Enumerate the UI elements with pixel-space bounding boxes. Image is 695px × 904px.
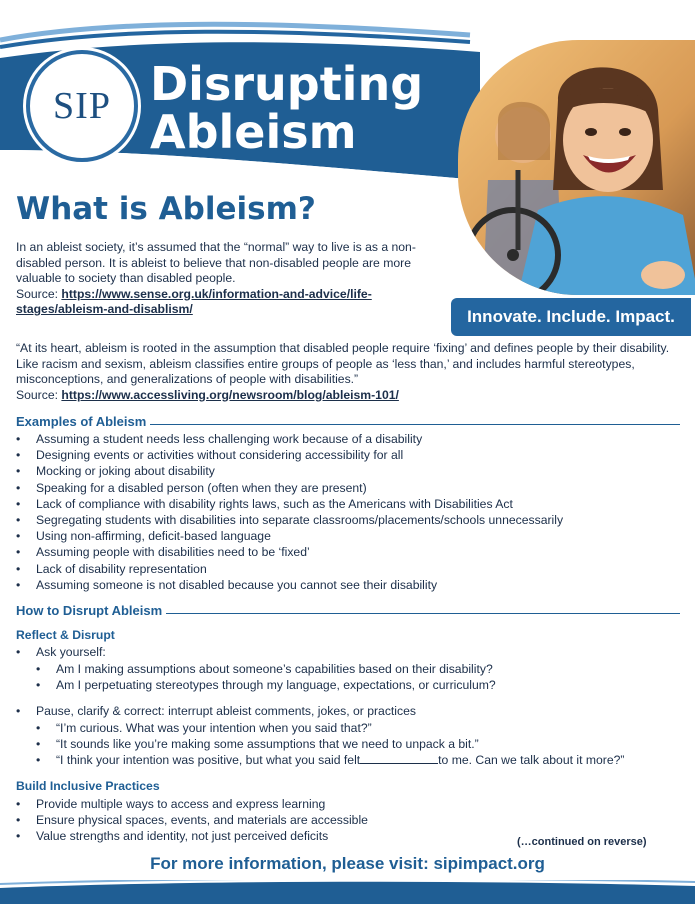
list-item: • Speaking for a disabled person (often when they are present) bbox=[16, 480, 563, 496]
list-item: • Provide multiple ways to access and express learning bbox=[16, 796, 368, 812]
reflect-list bbox=[16, 644, 106, 660]
intro-paragraph bbox=[16, 240, 446, 318]
disrupt-heading: How to Disrupt Ableism bbox=[16, 603, 163, 618]
list-item: • Value strengths and identity, not just perceived deficits bbox=[16, 828, 368, 844]
examples-heading-row bbox=[16, 414, 680, 429]
section-divider bbox=[150, 424, 680, 425]
list-item: • Using non-affirming, deficit-based language bbox=[16, 528, 563, 544]
pause-list bbox=[16, 703, 416, 719]
reflect-heading: Reflect & Disrupt bbox=[16, 628, 115, 642]
page-title bbox=[150, 57, 424, 159]
examples-list bbox=[16, 431, 563, 593]
build-list bbox=[16, 796, 368, 845]
what-is-ableism-heading: What is Ableism? bbox=[16, 191, 316, 227]
quote-text: “At its heart, ableism is rooted in the assumption that disabled people require ‘fixing’ and defines people by their disability. Like racism and sexism, ableism classifies entire groups of people as ‘less than,’ and includes harmful stereotypes, misconceptions, and generalizations of people with disabilities.” bbox=[16, 341, 670, 386]
continued-note: (…continued on reverse) bbox=[517, 836, 647, 848]
title-line-1: Disrupting bbox=[150, 57, 424, 111]
list-item: • Lack of compliance with disability rights laws, such as the Americans with Disabilities Act bbox=[16, 496, 563, 512]
logo-text: SIP bbox=[53, 85, 111, 127]
pause-sublist bbox=[16, 720, 624, 769]
list-item: • “I’m curious. What was your intention when you said that?” bbox=[16, 720, 624, 736]
fill-in-blank bbox=[360, 754, 438, 764]
quote-paragraph bbox=[16, 341, 684, 403]
disrupt-heading-row bbox=[16, 603, 680, 618]
examples-heading: Examples of Ableism bbox=[16, 414, 147, 429]
intro-text: In an ableist society, it’s assumed that the “normal” way to live is as a non-disabled person. It is ableist to believe that non-disabled people are more valuable to society than disabled people. bbox=[16, 240, 416, 285]
ask-sublist bbox=[16, 661, 496, 693]
child-photo-illustration bbox=[458, 40, 695, 295]
footer-info: For more information, please visit: sipimpact.org bbox=[150, 854, 545, 873]
list-item: • Lack of disability representation bbox=[16, 561, 563, 577]
section-divider bbox=[166, 613, 680, 614]
list-item: • Ask yourself: bbox=[16, 644, 106, 660]
list-item: • “It sounds like you’re making some assumptions that we need to unpack a bit.” bbox=[16, 736, 624, 752]
build-heading: Build Inclusive Practices bbox=[16, 779, 160, 793]
source-1-link[interactable]: https://www.sense.org.uk/information-and-advice/life-stages/ableism-and-disablism/ bbox=[16, 286, 372, 316]
list-item: • Designing events or activities without considering accessibility for all bbox=[16, 447, 563, 463]
source-1-label: Source: bbox=[16, 286, 62, 301]
pause-last-a: “I think your intention was positive, but what you said felt bbox=[56, 753, 361, 768]
list-item: • Ensure physical spaces, events, and materials are accessible bbox=[16, 812, 368, 828]
source-2-link[interactable]: https://www.accessliving.org/newsroom/blog/ableism-101/ bbox=[61, 387, 399, 402]
footer-wave bbox=[0, 880, 695, 904]
list-item: • Am I making assumptions about someone’s capabilities based on their disability? bbox=[16, 661, 496, 677]
list-item: • Assuming someone is not disabled because you cannot see their disability bbox=[16, 577, 563, 593]
list-item: • Segregating students with disabilities into separate classrooms/placements/schools unnecessarily bbox=[16, 512, 563, 528]
sip-logo bbox=[26, 50, 138, 162]
title-line-2: Ableism bbox=[150, 105, 357, 159]
pause-last-b: to me. Can we talk about it more?” bbox=[438, 753, 625, 768]
tagline-banner: Innovate. Include. Impact. bbox=[451, 298, 691, 336]
list-item: • Pause, clarify & correct: interrupt ableist comments, jokes, or practices bbox=[16, 703, 416, 719]
source-2-label: Source: bbox=[16, 387, 62, 402]
list-item: • Assuming a student needs less challenging work because of a disability bbox=[16, 431, 563, 447]
list-item: • Mocking or joking about disability bbox=[16, 463, 563, 479]
list-item bbox=[16, 752, 624, 768]
list-item: • Assuming people with disabilities need to be ‘fixed’ bbox=[16, 544, 563, 560]
list-item: • Am I perpetuating stereotypes through my language, expectations, or curriculum? bbox=[16, 677, 496, 693]
hero-photo bbox=[458, 40, 695, 295]
